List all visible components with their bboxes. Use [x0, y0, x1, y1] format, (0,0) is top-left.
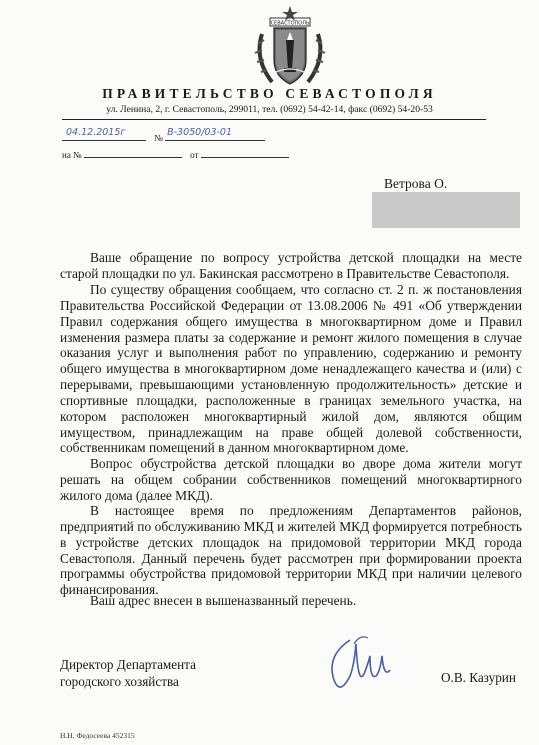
from-date-field	[201, 147, 289, 158]
from-label: от	[190, 150, 199, 160]
body-paragraph-4: В настоящее время по предложениям Департаментов районов, предприятий по обслуживанию МКД и жителей МКД формируется потребность в устройстве детских площадок на придомовой территории МКД города Севастополя. Данный перечень будет рассмотрен при формировании проекта программы обустройства придомовой территории МКД при наличии целевого финансирования.	[60, 503, 522, 598]
number-label: №	[154, 133, 163, 143]
signatory-name: О.В. Казурин	[441, 670, 516, 685]
sevastopol-coat-of-arms-icon	[250, 4, 330, 92]
incoming-reference-line	[62, 147, 289, 160]
organization-address: ул. Ленина, 2, г. Севастополь, 299011, тел. (0692) 54-42-14, факс (0692) 54-20-53	[106, 104, 433, 115]
body-paragraph-5: Ваш адрес внесен в вышеназванный перечень.	[90, 593, 357, 608]
signatory-title-line-2: городского хозяйства	[60, 674, 179, 689]
in-reply-label: на №	[62, 150, 82, 160]
in-reply-number-field	[84, 147, 182, 158]
number-field	[165, 127, 265, 141]
handwritten-signature-icon	[320, 626, 400, 700]
body-paragraph-2: По существу обращения сообщаем, что согласно ст. 2 п. ж постановления Правительства Российской Федерации от 13.08.2006 № 491 «Об утверждении Правил содержания общего имущества в многоквартирном доме и Правил изменения размера платы за содержание и ремонт жилого помещения в случае оказания услуг и выполнения работ по управлению, содержанию и ремонту общего имущества в многоквартирном доме ненадлежащего качества и (или) с перерывами, превышающими установленную продолжительность» детские и спортивные площадки, расположенные в границах земельного участка, на котором расположен многоквартирный жилой дом, являются общим имуществом, принадлежащим на праве общей долевой собственности, собственникам помещений в данном многоквартирном доме.	[60, 282, 522, 456]
body-paragraph-3: Вопрос обустройства детской площадки во дворе дома жители могут решать на общем собрании собственников помещений многоквартирного жилого дома (далее МКД).	[60, 456, 522, 503]
number-handwritten: В-3050/03-01	[167, 127, 233, 138]
recipient-name: Ветрова О.	[384, 176, 448, 191]
header-divider	[62, 119, 486, 120]
date-handwritten: 04.12.2015г	[66, 127, 126, 138]
body-paragraph-1: Ваше обращение по вопросу устройства детской площадки на месте старой площадки по ул. Бакинская рассмотрено в Правительстве Севастополя.	[60, 250, 522, 281]
executor-note: Н.Н. Федосеева 452315	[60, 731, 135, 740]
date-field	[62, 127, 146, 141]
redacted-address-block	[372, 192, 520, 228]
organization-name: ПРАВИТЕЛЬСТВО СЕВАСТОПОЛЯ	[102, 86, 437, 101]
outgoing-registration-line	[62, 127, 265, 143]
signatory-title-line-1: Директор Департамента	[60, 657, 196, 672]
signatory-title	[60, 656, 196, 690]
emblem-ribbon-text: СЕВАСТОПОЛЬ	[270, 20, 310, 27]
